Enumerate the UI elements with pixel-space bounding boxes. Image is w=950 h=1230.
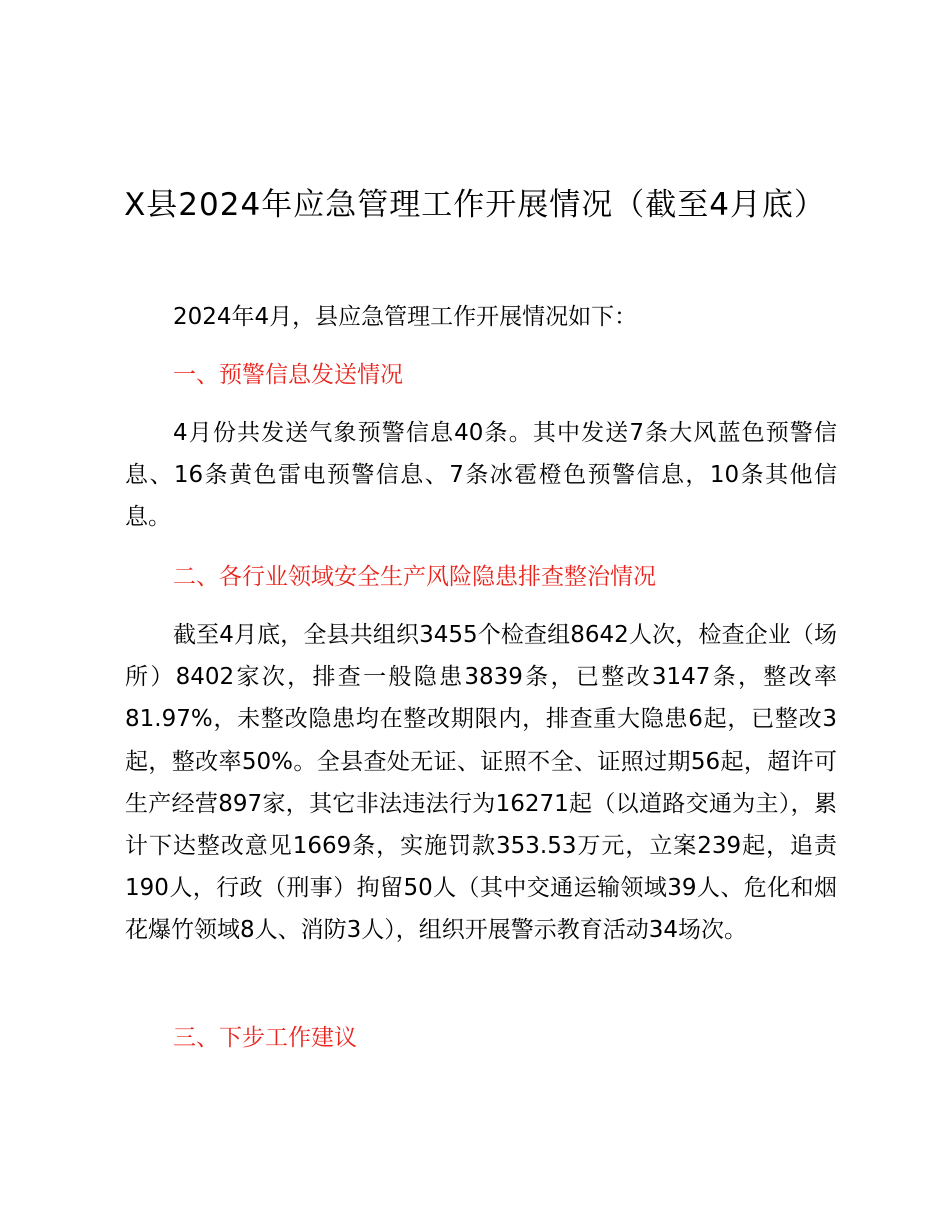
section-body-safety-inspection: 截至4月底，全县共组织3455个检查组8642人次，检查企业（场所）8402家次，排查一般隐患3839条，已整改3147条，整改率81.97%，未整改隐患均在整改期限内，排查重大隐患6起，已整改3起，整改率50%。全县查处无证、证照不全、证照过期56起，超许可生产经营897家，其它非法违法行为16271起（以道路交通为主），累计下达整改意见1669条，实施罚款353.53万元，立案239起，追责190人，行政（刑事）拘留50人（其中交通运输领域39人、危化和烟花爆竹领域8人、消防3人），组织开展警示教育活动34场次。: [125, 622, 837, 944]
document-title: X县2024年应急管理工作开展情况（截至4月底）: [124, 187, 826, 223]
section-body-warning-info: 4月份共发送气象预警信息40条。其中发送7条大风蓝色预警信息、16条黄色雷电预警信息、7条冰雹橙色预警信息，10条其他信息。: [125, 420, 837, 531]
section-heading-warning-info: 一、预警信息发送情况: [173, 362, 403, 388]
intro-paragraph: 2024年4月，县应急管理工作开展情况如下：: [173, 304, 638, 330]
section-heading-next-steps: 三、下步工作建议: [173, 1025, 357, 1051]
section-heading-safety-inspection: 二、各行业领域安全生产风险隐患排查整治情况: [173, 564, 656, 590]
